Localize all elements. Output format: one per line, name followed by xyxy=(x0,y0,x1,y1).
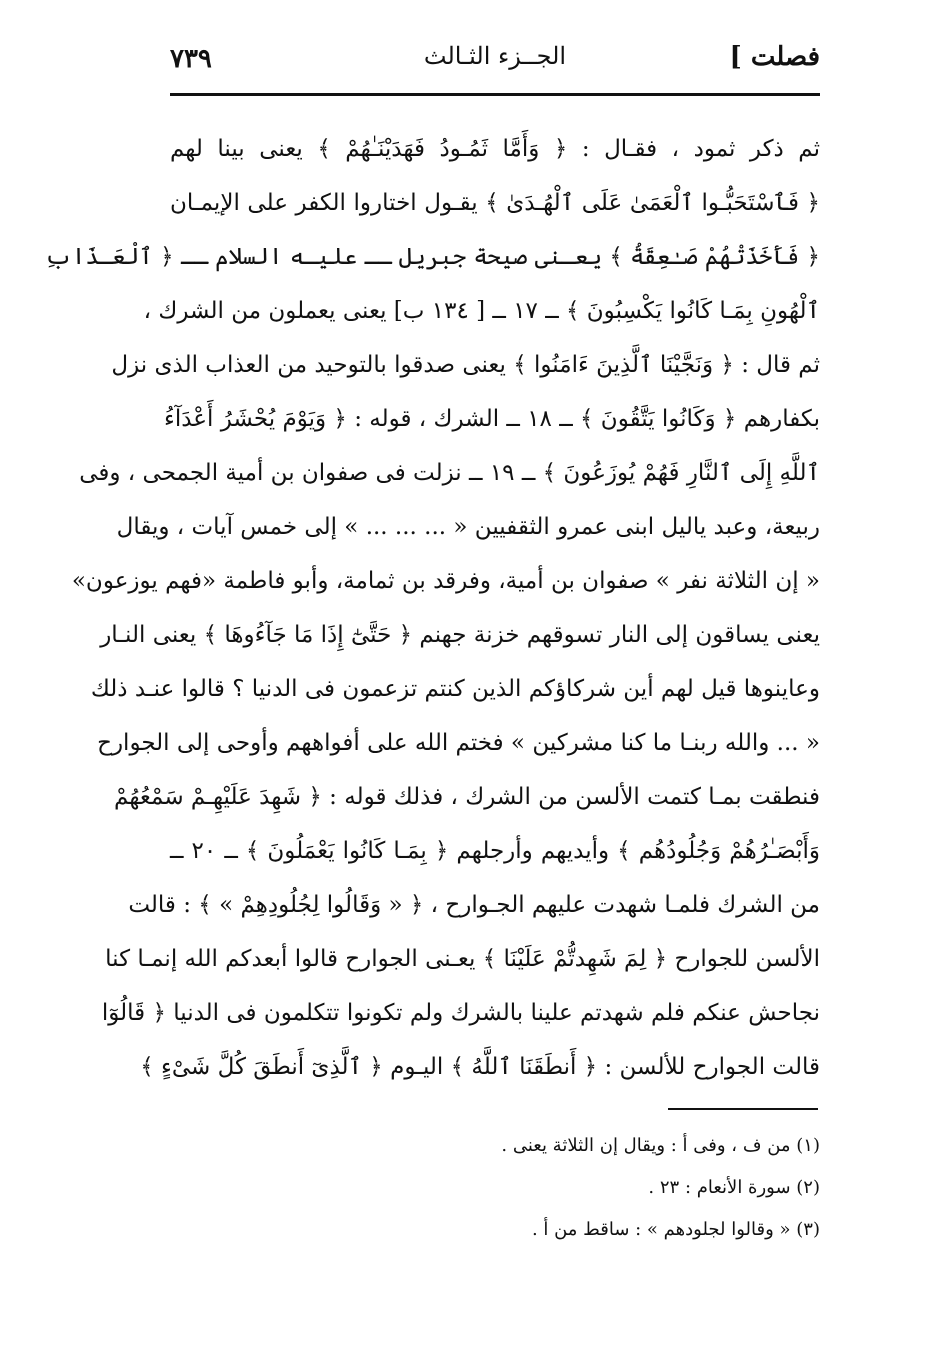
part-title: الجــزء الثـالث xyxy=(423,42,567,70)
page-number: ٧٣٩ xyxy=(170,44,212,74)
text-line: وَأَبْصَـٰرُهُمْ وَجُلُودُهُم ﴾ وأيديهم وأرجلهم ﴿ بِمَـا كَانُوا يَعْمَلُونَ ﴾ ــ ٢٠ ــ xyxy=(170,838,820,864)
text-line: ثم ذكر ثمود ، فقـال : ﴿ وَأَمَّا ثَمُـودُ فَهَدَيْنَـٰهُمْ ﴾ يعنى بينا لهم xyxy=(170,136,820,162)
footnote-divider xyxy=(668,1108,818,1110)
text-line: يعنى يساقون إلى النار تسوقهم خزنة جهنم ﴿ حَتَّىٰٓ إِذَا مَا جَآءُوهَا ﴾ يعنى النـار xyxy=(100,622,820,648)
text-line: ٱللَّهِ إِلَى ٱلنَّارِ فَهُمْ يُوزَعُونَ ﴾ ــ ١٩ ــ نزلت فى صفوان بن أمية الجمحى ، وفى xyxy=(79,460,820,486)
header-divider xyxy=(170,93,820,96)
footnote-3: (٣) « وقالوا لجلودهم » : ساقط من أ . xyxy=(531,1219,820,1240)
text-line: ﴿ فَأَخَذَتْهُمْ صَـٰعِقَةُ ﴾ يعـنى صيحة جبريل ــ عليـه السلام ــ ﴿ ٱلْعَـذَابِ xyxy=(44,244,820,270)
text-line: الألسن للجوارح ﴿ لِمَ شَهِدتُّمْ عَلَيْنَا ﴾ يعـنى الجوارح قالوا أبعدكم الله إنمـا كنا xyxy=(105,946,820,972)
main-text xyxy=(44,122,820,1094)
text-line: ٱلْهُونِ بِمَـا كَانُوا يَكْسِبُونَ ﴾ ــ ١٧ ــ [ ١٣٤ ب] يعنى يعملون من الشرك ، xyxy=(143,298,820,324)
footnotes xyxy=(450,1125,820,1251)
text-line: « ... والله ربنـا ما كنا مشركين » فختم الله على أفواههم وأوحى إلى الجوارح xyxy=(97,730,820,756)
footnote-2: (٢) سورة الأنعام : ٢٣ . xyxy=(648,1177,820,1198)
text-line: ﴿ فَٱسْتَحَبُّـوا ٱلْعَمَىٰ عَلَى ٱلْهُـدَىٰ ﴾ يقـول اختاروا الكفر على الإيمـان xyxy=(170,190,820,216)
text-line: ربيعة، وعبد ياليل ابنى عمرو الثقفيين « ... ... ... » إلى خمس آيات ، ويقال xyxy=(116,514,820,540)
text-line: ثم قال : ﴿ وَنَجَّيْنَا ٱلَّذِينَ ءَامَنُوا ﴾ يعنى صدقوا بالتوحيد من العذاب الذى نزل xyxy=(111,352,820,378)
text-line: بكفارهم ﴿ وَكَانُوا يَتَّقُونَ ﴾ ــ ١٨ ــ الشرك ، قوله : ﴿ وَيَوْمَ يُحْشَرُ أَعْدَآءُ xyxy=(164,406,820,432)
text-line: وعاينوها قيل لهم أين شركاؤكم الذين كنتم تزعمون فى الدنيا ؟ قالوا عنـد ذلك xyxy=(90,676,820,702)
surah-name: فصلت ] xyxy=(729,42,820,72)
text-line: فنطقت بمـا كتمت الألسن من الشرك ، فذلك قوله : ﴿ شَهِدَ عَلَيْهِـمْ سَمْعُهُمْ xyxy=(114,784,820,810)
text-line: نجاحش عنكم فلم شهدتم علينا بالشرك ولم تكونوا تتكلمون فى الدنيا ﴿ قَالُوٓا xyxy=(101,1000,820,1026)
text-line: من الشرك فلمـا شهدت عليهم الجـوارح ، ﴿ « وَقَالُوا لِجُلُودِهِمْ » ﴾ : قالت xyxy=(128,892,820,918)
page-header xyxy=(170,32,820,92)
text-line: قالت الجوارح للألسن : ﴿ أَنطَقَنَا ٱللَّهُ ﴾ اليـوم ﴿ ٱلَّذِىٓ أَنطَقَ كُلَّ شَىْءٍ ﴾ xyxy=(140,1054,820,1080)
text-line: « إن الثلاثة نفر » صفوان بن أمية، وفرقد بن ثمامة، وأبو فاطمة «فهم يوزعون» xyxy=(71,568,820,594)
footnote-1: (١) من ف ، وفى أ : ويقال إن الثلاثة يعنى . xyxy=(501,1135,820,1156)
